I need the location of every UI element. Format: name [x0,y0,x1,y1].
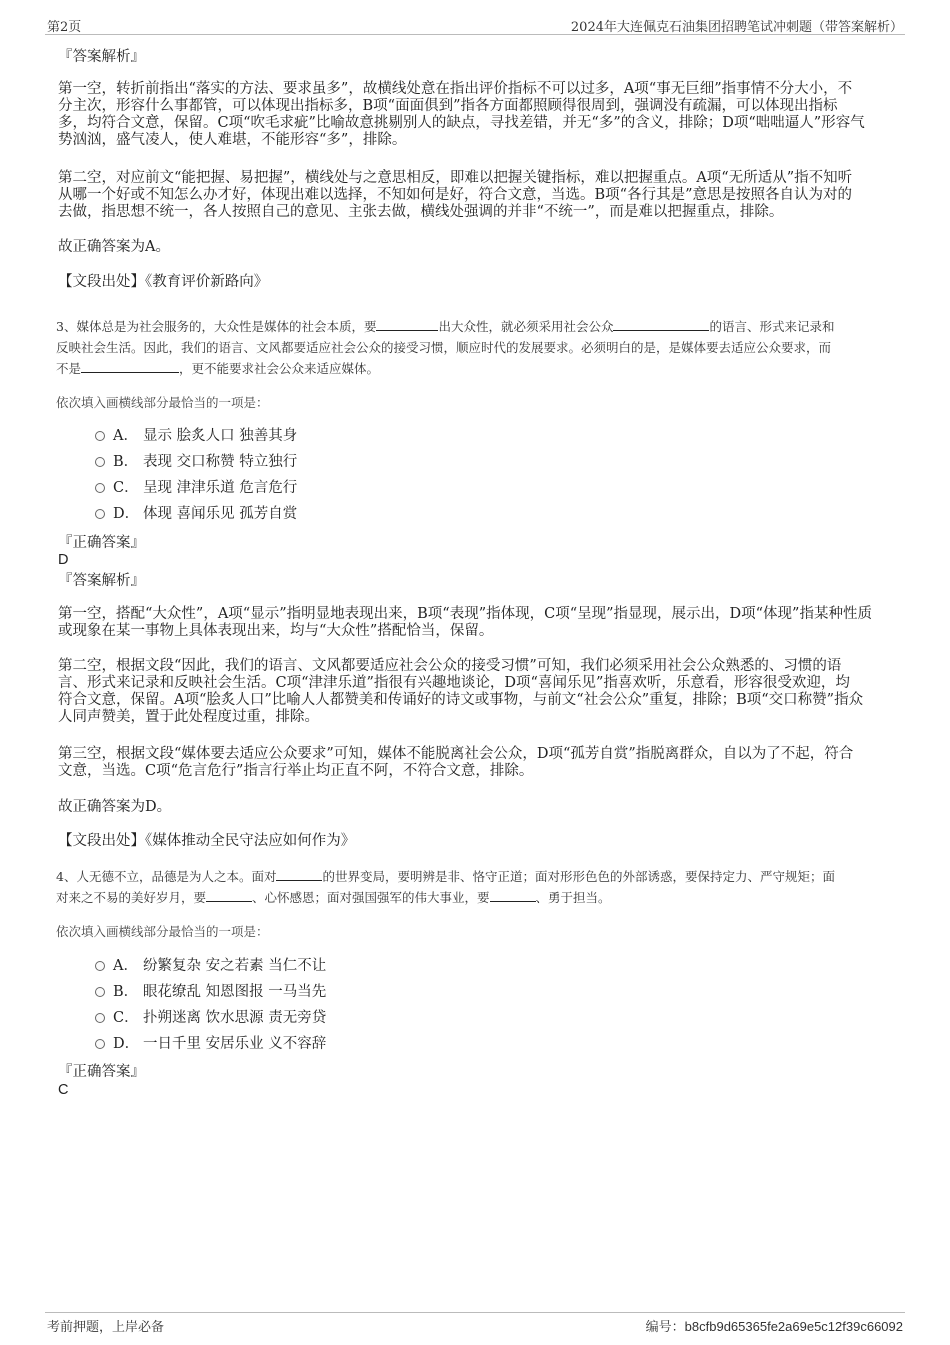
q4-prompt: 依次填入画横线部分最恰当的一项是： [56,924,269,939]
q3-source: 【文段出处】《媒体推动全民守法应如何作为》 [58,833,356,849]
q4-blank-1[interactable] [276,868,322,881]
q2-analysis-para2: 第二空，对应前文“能把握、易把握”，横线处与之意思相反，即难以把握关键指标，难以把握重点。A项“无所适从”指不知听 从哪一个好或不知怎么办才好，体现出难以选择，不知如何是好，符合文意，当选。B项“各行其是”意思是按照各自认为对的 去做，指思想不统一，各人按照自己的意见、主张去做，横线处强调的并非“不统一”，而是难以把握重点，排除。 [58,170,853,220]
q2-analysis-para1: 第一空，转折前指出“落实的方法、要求虽多”，故横线处意在指出评价指标不可以过多，A项“事无巨细”指事情不分大小，不 分主次，形容什么事都管，可以体现出指标多，B项“面面俱到”指各方面都照顾得很周到，强调没有疏漏，可以体现出指标 多，均符合文意，保留。C项“吹毛求疵”比喻故意挑剔别人的缺点，寻找差错，并无“多”的含义，排除；D项“咄咄逼人”形容气 势汹汹，盛气凌人，使人难堪，不能形容“多”，排除。 [58,81,865,148]
radio-icon[interactable] [95,483,105,493]
q4-answer-title: 『正确答案』 [58,1064,145,1080]
document-title: 2024年大连佩克石油集团招聘笔试冲刺题（带答案解析） [570,20,903,35]
footer-slogan: 考前押题，上岸必备 [47,1320,165,1335]
radio-icon[interactable] [95,1039,105,1049]
q3-option-a[interactable]: A． 显示 脍炙人口 独善其身 [95,427,297,445]
page-footer [45,1312,905,1333]
q4-option-a[interactable]: A． 纷繁复杂 安之若素 当仁不让 [95,957,326,975]
q3-analysis-para1: 第一空，搭配“大众性”，A项“显示”指明显地表现出来，B项“表现”指体现，C项“呈现”指显现，展示出，D项“体现”指某种性质 或现象在某一事物上具体表现出来，均与“大众性”搭配恰当，保留。 [58,606,872,639]
q3-question: 3、媒体总是为社会服务的，大众性是媒体的社会本质，要 出大众性，就必须采用社会公众 的语言、形式来记录和 反映社会生活。因此，我们的语言、文风都要适应社会公众的接受习惯，顺应时代的发展要求。必须明白的是，是媒体要去适应公众要求，而 不是 ，更不能要求社会公众来适应媒体。 [56,319,835,376]
q3-analysis-title: 『答案解析』 [58,573,145,589]
q3-answer: D [58,552,69,568]
q3-blank-2[interactable] [613,318,709,331]
page-number: 第2页 [47,20,82,35]
page-header [45,14,905,35]
q4-answer: C [58,1082,69,1098]
q3-prompt: 依次填入画横线部分最恰当的一项是： [56,395,269,410]
q4-option-b[interactable]: B． 眼花缭乱 知恩图报 一马当先 [95,983,326,1001]
q4-blank-2[interactable] [206,889,252,902]
radio-icon[interactable] [95,457,105,467]
q3-answer-title: 『正确答案』 [58,535,145,551]
q3-blank-3[interactable] [81,360,179,373]
q3-option-d[interactable]: D． 体现 喜闻乐见 孤芳自赏 [95,505,297,523]
q3-conclusion: 故正确答案为D。 [58,799,172,815]
q2-conclusion: 故正确答案为A。 [58,239,170,255]
q3-option-b[interactable]: B． 表现 交口称赞 特立独行 [95,453,297,471]
radio-icon[interactable] [95,431,105,441]
q4-option-c[interactable]: C． 扑朔迷离 饮水思源 责无旁贷 [95,1009,326,1027]
q2-analysis-title: 『答案解析』 [58,49,145,65]
q3-analysis-para2: 第二空，根据文段“因此，我们的语言、文风都要适应社会公众的接受习惯”可知，我们必须采用社会公众熟悉的、习惯的语 言、形式来记录和反映社会生活。C项“津津乐道”指很有兴趣地谈论，D项“喜闻乐见”指喜欢听，乐意看，形容很受欢迎，均 符合文意，保留。A项“脍炙人口”比喻人人都赞美和传诵好的诗文或事物，与前文“社会公众”重复，排除；B项“交口称赞”指众 人同声赞美，置于此处程度过重，排除。 [58,658,864,725]
q3-blank-1[interactable] [376,318,438,331]
document-code: 编号：b8cfb9d65365fe2a69e5c12f39c66092 [645,1319,903,1335]
radio-icon[interactable] [95,987,105,997]
q4-option-d[interactable]: D． 一日千里 安居乐业 义不容辞 [95,1035,326,1053]
q2-source: 【文段出处】《教育评价新路向》 [58,274,269,290]
q3-analysis-para3: 第三空，根据文段“媒体要去适应公众要求”可知，媒体不能脱离社会公众，D项“孤芳自赏”指脱离群众，自以为了不起，符合 文意，当选。C项“危言危行”指言行举止均正直不阿，不符合文意，排除。 [58,746,854,779]
q4-question: 4、人无德不立，品德是为人之本。面对 的世界变局，要明辨是非、恪守正道；面对形形色色的外部诱惑，要保持定力、严守规矩；面 对来之不易的美好岁月，要 、心怀感恩；面对强国强军的伟大事业，要 、勇于担当。 [56,869,835,905]
radio-icon[interactable] [95,1013,105,1023]
q3-option-c[interactable]: C． 呈现 津津乐道 危言危行 [95,479,297,497]
radio-icon[interactable] [95,509,105,519]
q4-blank-3[interactable] [490,889,536,902]
radio-icon[interactable] [95,961,105,971]
